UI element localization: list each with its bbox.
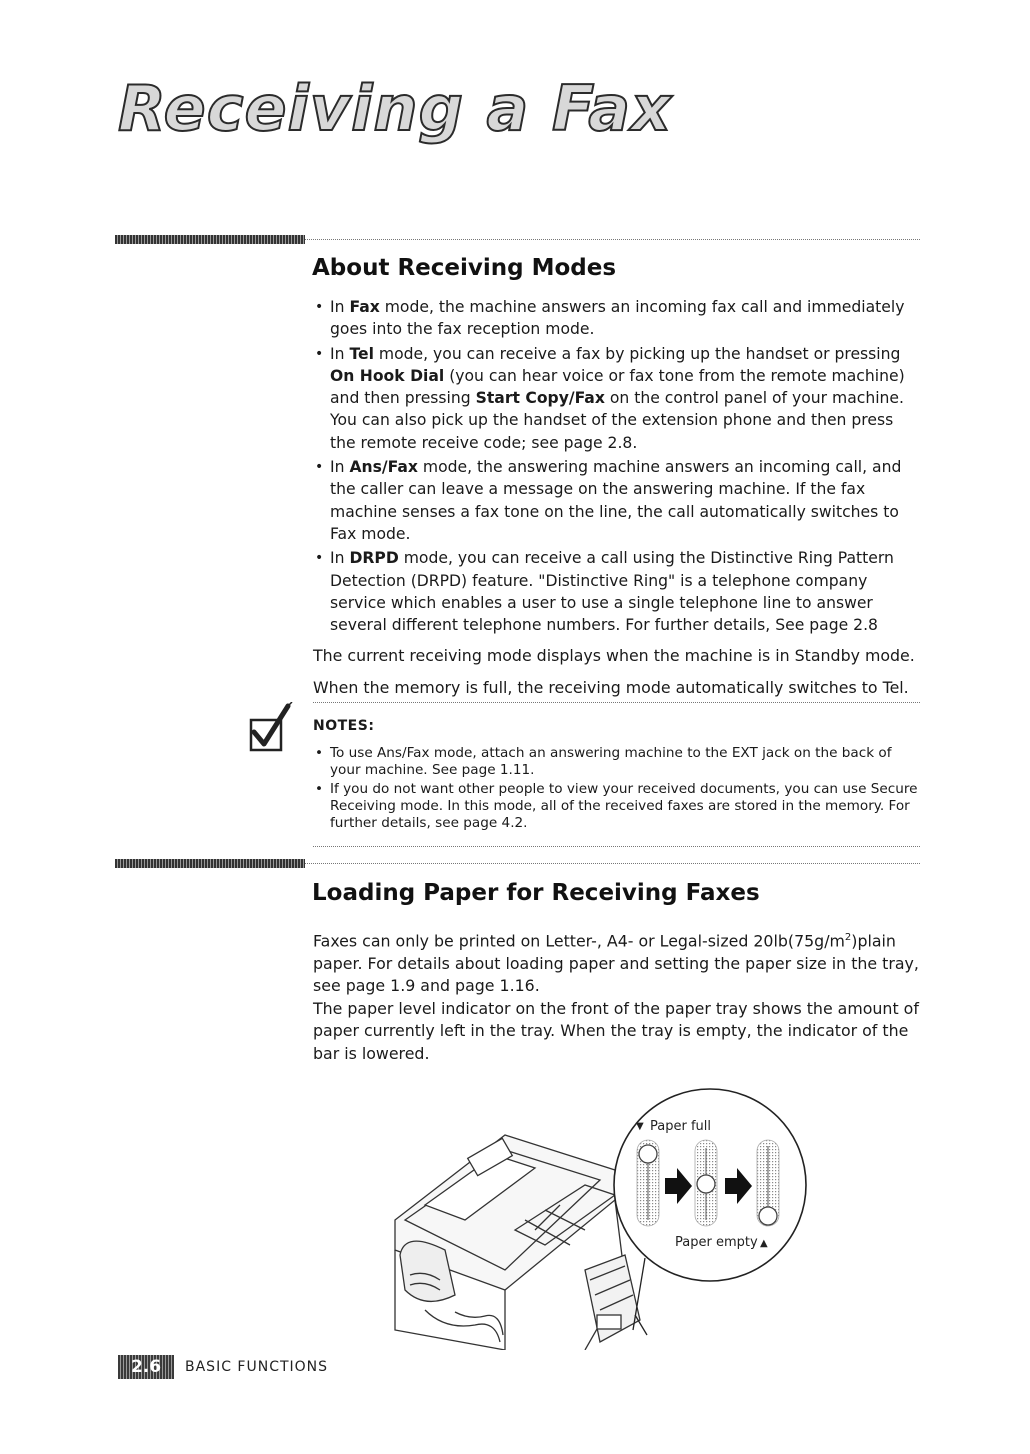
up-arrow-marker: ▲ <box>760 1238 768 1249</box>
gauge-empty <box>757 1140 779 1226</box>
notes-divider-bottom <box>313 846 920 847</box>
note-check-icon <box>248 702 296 754</box>
label-paper-empty: Paper empty <box>675 1235 758 1250</box>
section-rule <box>115 857 920 869</box>
fax-machine-illustration <box>395 1135 640 1350</box>
list-item: • In Ans/Fax mode, the answering machine answers an incoming call, and the caller can leave a message on the answering machine. If the fax machine senses a fax tone on the line, the call automatically switches to Fax mode. <box>313 456 923 545</box>
list-item: • In Tel mode, you can receive a fax by picking up the handset or pressing On Hook Dial (you can hear voice or fax tone from the remote machine) and then pressing Start Copy/Fax on the control panel of your machine. You can also pick up the handset of the extension phone and then press the remote receive code; see page 2.8. <box>313 343 923 454</box>
paper-size-paragraph: Faxes can only be printed on Letter-, A4- or Legal-sized $20lb(75g/m^2)plain$ paper. For details about loading paper and setting the paper size in the tray, see page 1.9 and page 1.16. <box>313 931 919 995</box>
gauge-half <box>695 1140 717 1226</box>
section-heading-receiving-modes: About Receiving Modes <box>312 255 617 281</box>
paper-level-paragraph: The paper level indicator on the front of the paper tray shows the amount of paper currently left in the tray. When the tray is empty, the indicator of the bar is lowered. <box>313 999 919 1063</box>
memory-full-paragraph: When the memory is full, the receiving mode automatically switches to Tel. <box>313 678 909 697</box>
notes-divider-top <box>313 702 920 703</box>
footer-section-label: BASIC FUNCTIONS <box>185 1359 329 1375</box>
notes-list <box>313 745 918 834</box>
page-number-badge: 2.6 <box>118 1355 174 1379</box>
page-title: Receiving a Fax <box>118 72 673 145</box>
note-item: • If you do not want other people to view your received documents, you can use Secure Receiving mode. In this mode, all of the received faxes are stored in the memory. For further details, see page 4.2. <box>313 781 918 832</box>
list-item: • In DRPD mode, you can receive a call using the Distinctive Ring Pattern Detection (DRPD) feature. "Distinctive Ring" is a telephone company service which enables a user to use a single telephone line to answer several different telephone numbers. For further details, See page 2.8 <box>313 547 923 636</box>
section-rule <box>115 233 920 245</box>
paper-level-indicator-illustration <box>385 1080 815 1350</box>
receiving-modes-list <box>313 296 923 638</box>
gauge-full <box>637 1140 659 1226</box>
notes-title: NOTES: <box>313 718 375 734</box>
section-heading-loading-paper: Loading Paper for Receiving Faxes <box>312 880 760 906</box>
list-item: • In Fax mode, the machine answers an incoming fax call and immediately goes into the fax reception mode. <box>313 296 923 341</box>
label-paper-full: Paper full <box>650 1119 711 1134</box>
note-item: • To use Ans/Fax mode, attach an answering machine to the EXT jack on the back of your machine. See page 1.11. <box>313 745 918 779</box>
down-arrow-marker: ▼ <box>636 1121 644 1132</box>
standby-mode-paragraph: The current receiving mode displays when the machine is in Standby mode. <box>313 646 915 665</box>
